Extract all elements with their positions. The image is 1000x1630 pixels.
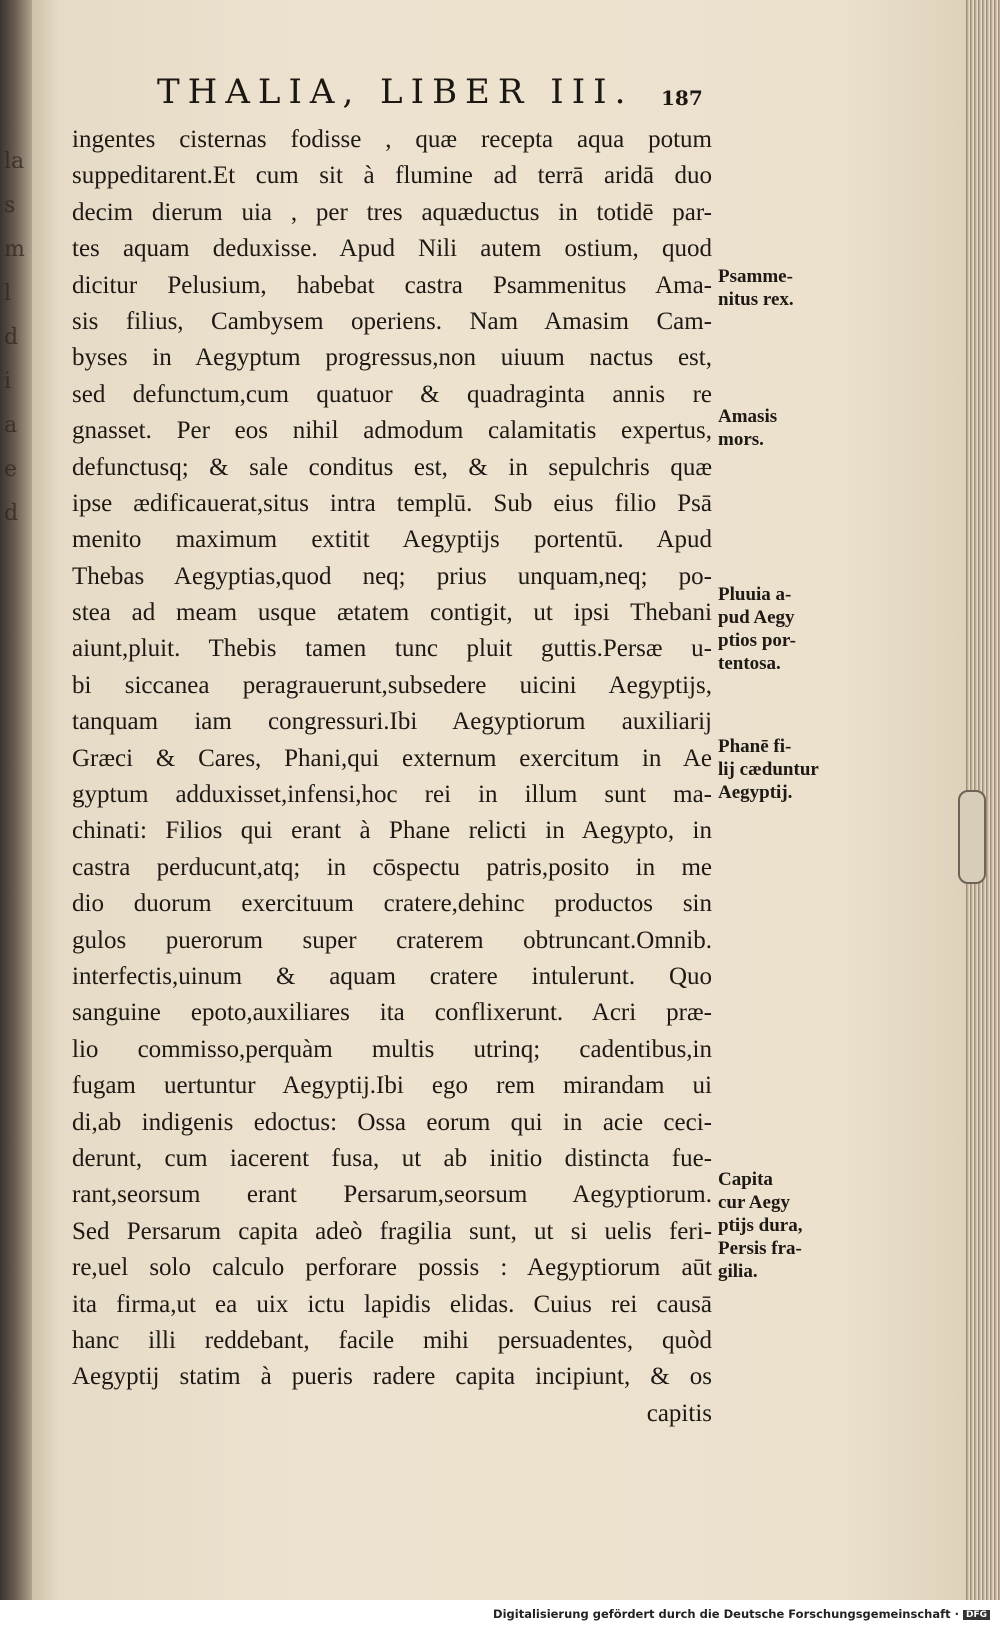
text-line: tanquam iam congressuri.Ibi Aegyptiorum auxiliarij (72, 708, 712, 736)
text-line: gulos puerorum super craterem obtruncant.Omnib. (72, 926, 712, 954)
text-line: sanguine epoto,auxiliares ita conflixerunt. Acri præ- (72, 999, 712, 1027)
previous-page-edge (0, 0, 34, 1630)
text-line: dicitur Pelusium, habebat castra Psammenitus Ama- (72, 271, 712, 299)
folio-number: 187 (661, 86, 703, 110)
text-line: ipse ædificauerat,situs intra templū. Sub eius filio Psā (72, 489, 712, 517)
text-line: fugam uertuntur Aegyptij.Ibi ego rem mirandam ui (72, 1072, 712, 1100)
body-text (72, 122, 712, 1432)
text-line: sed defunctum,cum quatuor & quadraginta annis re (72, 380, 712, 408)
text-line: lio commisso,perquàm multis utrinq; cadentibus,in (72, 1035, 712, 1063)
margin-note: Amasis mors. (718, 406, 778, 450)
text-line: chinati: Filios qui erant à Phane relicti in Aegypto, in (72, 817, 712, 845)
text-line: Aegyptij statim à pueris radere capita incipiunt, & os (72, 1363, 712, 1391)
text-line: gnasset. Per eos nihil admodum calamitatis expertus, (72, 417, 712, 445)
text-line: re,uel solo calculo perforare possis : Aegyptiorum aūt (72, 1254, 712, 1282)
text-line: Sed Persarum capita adeò fragilia sunt, ut si uelis feri- (72, 1217, 712, 1245)
margin-note: Capita cur Aegy ptijs dura, Persis fra- gilia. (718, 1169, 803, 1282)
text-line: bi siccanea peragrauerunt,subsedere uicini Aegyptijs, (72, 671, 712, 699)
text-line: stea ad meam usque ætatem contigit, ut ipsi Thebani (72, 599, 712, 627)
funding-credit-text: Digitalisierung gefördert durch die Deutsche Forschungsgemeinschaft · (493, 1607, 959, 1621)
text-line: tes aquam deduxisse. Apud Nili autem ostium, quod (72, 235, 712, 263)
margin-note: Pluuia a- pud Aegy ptios por- tentosa. (718, 584, 796, 674)
text-line: sis filius, Cambysem operiens. Nam Amasim Cam- (72, 307, 712, 335)
text-line: hanc illi reddebant, facile mihi persuadentes, quòd (72, 1326, 712, 1354)
text-line: Thebas Aegyptias,quod neq; prius unquam,neq; po- (72, 562, 712, 590)
text-line: di,ab indigenis edoctus: Ossa eorum qui in acie ceci- (72, 1108, 712, 1136)
text-line: decim dierum uia , per tres aquæductus in totidē par- (72, 198, 712, 226)
text-line: aiunt,pluit. Thebis tamen tunc pluit guttis.Persæ u- (72, 635, 712, 663)
text-line: menito maximum extitit Aegyptijs portentū. Apud (72, 526, 712, 554)
text-line: gyptum adduxisset,infensi,hoc rei in illum sunt ma- (72, 781, 712, 809)
dfg-logo: DFG (963, 1610, 990, 1620)
text-line: derunt, cum iacerent fusa, ut ab initio distincta fue- (72, 1144, 712, 1172)
margin-note: Phanē fi- lij cæduntur Aegyptij. (718, 736, 819, 803)
text-line: interfectis,uinum & aquam cratere intulerunt. Quo (72, 962, 712, 990)
text-line: Græci & Cares, Phani,qui externum exercitum in Ae (72, 744, 712, 772)
text-line: dio duorum exercituum cratere,dehinc productos sin (72, 890, 712, 918)
page-clip (958, 790, 986, 884)
text-line: ingentes cisternas fodisse , quæ recepta aqua potum (72, 126, 712, 153)
catchword: capitis (646, 1399, 712, 1427)
text-line: byses in Aegyptum progressus,non uiuum nactus est, (72, 344, 712, 372)
text-line: rant,seorsum erant Persarum,seorsum Aegyptiorum. (72, 1181, 712, 1209)
text-line: defunctusq; & sale conditus est, & in sepulchris quæ (72, 453, 712, 481)
text-line: suppeditarent.Et cum sit à flumine ad terrā aridā duo (72, 162, 712, 190)
running-head: THALIA, LIBER III. (157, 72, 634, 112)
footer-bar (0, 1600, 1000, 1630)
previous-page-text-fragment: la s m l d i a e d (4, 149, 25, 526)
margin-note: Psamme- nitus rex. (718, 266, 794, 310)
text-line: ita firma,ut ea uix ictu lapidis elidas. Cuius rei causā (72, 1290, 712, 1318)
text-line: castra perducunt,atq; in cōspectu patris,posito in me (72, 853, 712, 881)
funding-credit (493, 1607, 990, 1621)
